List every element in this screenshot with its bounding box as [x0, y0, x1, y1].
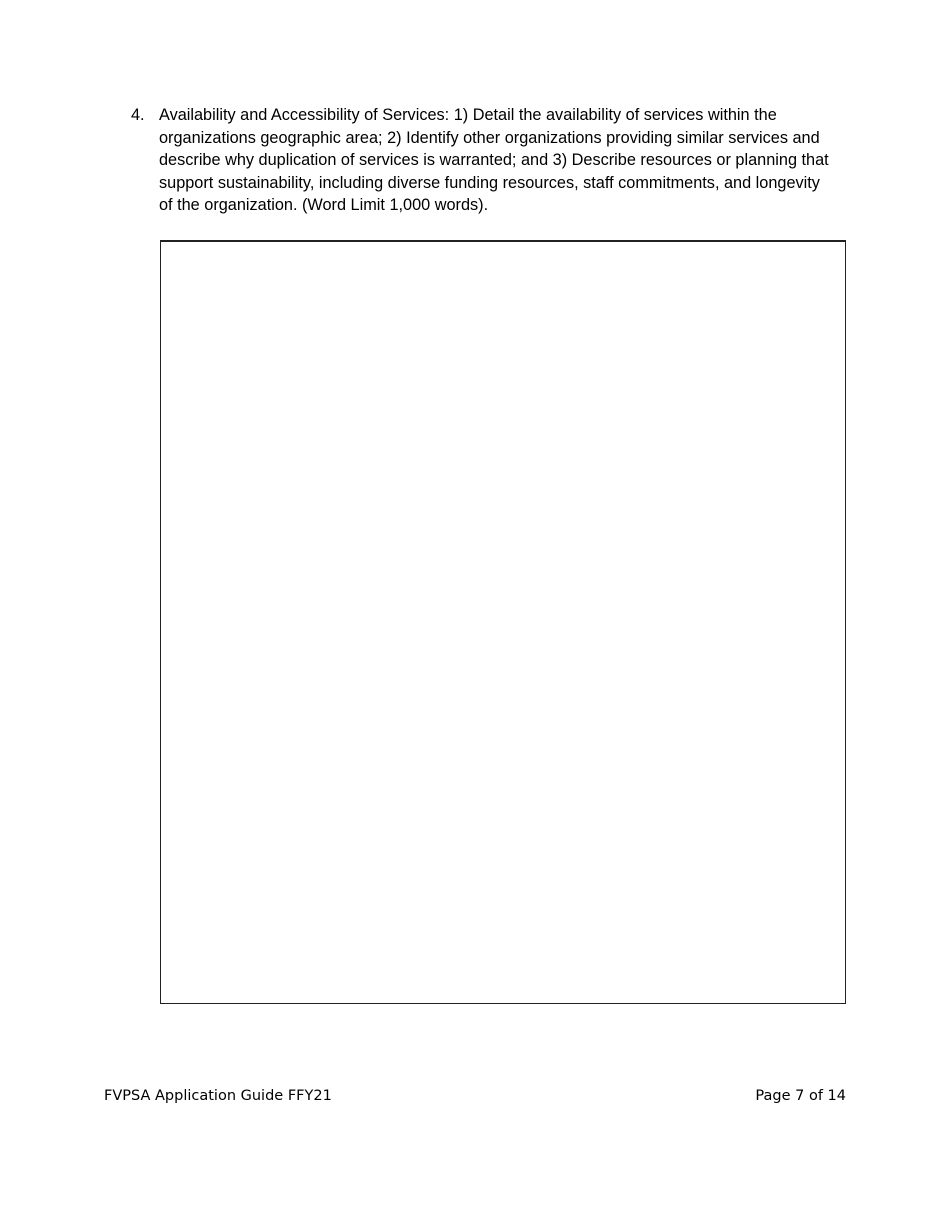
question-text: Availability and Accessibility of Services: 1) Detail the availability of services within the organizations geographic area; 2) Identify other organizations providing similar services and describe why duplication of services is warranted; and 3) Describe resources or planning that support sustainability, including diverse funding resources, staff commitments, and longevity of the organization. (Word Limit 1,000 words).	[159, 106, 829, 214]
footer-document-title: FVPSA Application Guide FFY21	[104, 1088, 332, 1104]
footer-page-number: Page 7 of 14	[755, 1088, 846, 1104]
question-number: 4.	[131, 106, 145, 124]
question-item	[131, 104, 831, 217]
response-text-box[interactable]	[160, 240, 846, 1004]
